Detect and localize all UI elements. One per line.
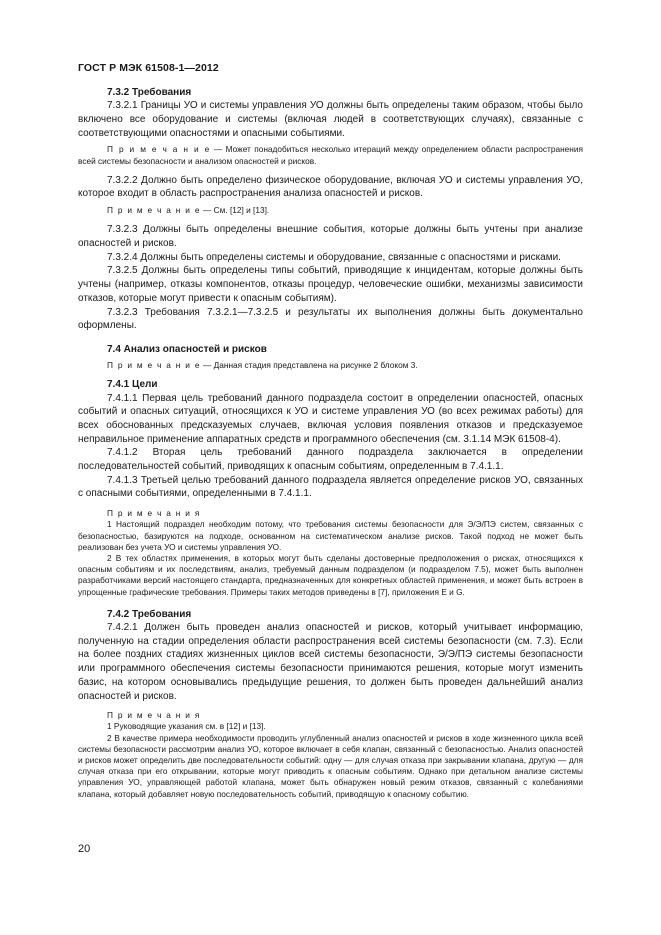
section-heading-7-4-1: 7.4.1 Цели — [107, 379, 158, 391]
standard-header: ГОСТ Р МЭК 61508-1—2012 — [78, 62, 219, 74]
note-text: — Данная стадия представлена на рисунке 2 блоком 3. — [200, 360, 418, 371]
paragraph-7-4-1-2: 7.4.1.2 Вторая цель требований данного подраздела заключается в определении последовательностей событий, приводящих к опасным событиям, определенным в 7.4.1.1. — [78, 447, 583, 473]
note-7-3-2-1 — [78, 144, 583, 166]
paragraph-7-3-2-6: 7.3.2.3 Требования 7.3.2.1—7.3.2.5 и результаты их выполнения должны быть документально оформлены. — [78, 306, 583, 332]
note-7-3-2-2 — [78, 205, 583, 216]
note-7-4-2-2: 2 В качестве примера необходимости проводить углубленный анализ опасностей и рисков в ходе жизненного цикла всей системы безопасности рассмотрим анализ УО, которое включает в себя клапан, связанный с безопасностью. Анализ опасностей и рисков может определить две последовательности событий: одну — для случая отказа при закрывании клапана, другую — для случая отказа при его открывании, которые могут приводить к опасным событиям. Однако при детальном анализе системы управления УО, управляющей работой клапана, может быть обнаружен новый режим отказов, связанный с колебаниями клапана, который добавляет новую последовательность событий, приводящую к опасному событию. — [78, 732, 583, 799]
note-text: — Может понадобиться несколько итераций между определением области распространения всей системы безопасности и анализом опасностей и рисков. — [78, 144, 583, 166]
section-heading-7-4: 7.4 Анализ опасностей и рисков — [107, 343, 267, 355]
paragraph-7-3-2-3: 7.3.2.3 Должны быть определены внешние события, которые должны быть учтены при анализе опасностей и рисков. — [78, 224, 583, 250]
paragraph-7-3-2-4: 7.3.2.4 Должны быть определены системы и оборудование, связанные с опасностями и рисками. — [107, 251, 561, 263]
note-7-4-2-1: 1 Руководящие указания см. в [12] и [13]. — [107, 721, 266, 732]
page-number: 20 — [78, 843, 91, 855]
section-heading-7-4-2: 7.4.2 Требования — [107, 608, 192, 620]
note-label: П р и м е ч а н и е — [107, 205, 201, 216]
paragraph-7-3-2-5: 7.3.2.5 Должны быть определены типы событий, приводящие к инцидентам, которые должны быть учтены (например, отказы компонентов, отказы процедур, человеческие ошибки, механизмы зависимости отказов, которые могут привести к опасным событиям). — [78, 265, 583, 304]
notes-heading: П р и м е ч а н и я — [107, 710, 201, 721]
paragraph-7-4-1-1: 7.4.1.1 Первая цель требований данного подраздела состоит в определении опасностей, опасных событий и опасных ситуаций, относящихся к УО и системе управления УО (во всех режимах работы) для всех обоснованных предсказуемых случаев, включая условия появления отказов и предсказуемое неправильное применение аппаратных средств и программного обеспечения (см. 3.1.14 МЭК 61508-4). — [78, 392, 583, 445]
page-content — [78, 86, 583, 800]
note-7-4-1-1: 1 Настоящий подраздел необходим потому, что требования системы безопасности для Э/Э/ПЭ систем, связанных с безопасностью, базируются на подходе, основанном на систематическом анализе рисков. Такой подход не может быть реализован без учета УО и системы управления УО. — [78, 519, 583, 552]
paragraph-7-3-2-1: 7.3.2.1 Границы УО и системы управления УО должны быть определены таким образом, чтобы было включено все оборудование и системы (включая людей в соответствующих случаях), связанные с соответствующими опасностями и опасными событиями. — [78, 100, 583, 139]
paragraph-7-4-1-3: 7.4.1.3 Третьей целью требований данного подраздела является определение рисков УО, связанных с опасными событиями, определенными в 7.4.1.1. — [78, 474, 583, 500]
notes-heading: П р и м е ч а н и я — [107, 508, 201, 519]
paragraph-7-3-2-2: 7.3.2.2 Должно быть определено физическое оборудование, включая УО и системы управления УО, которое входит в область распространения анализа опасностей и рисков. — [78, 174, 583, 200]
note-label: П р и м е ч а н и е — [107, 360, 201, 371]
note-label: П р и м е ч а н и е — [107, 144, 211, 155]
note-7-4 — [78, 360, 583, 371]
section-heading-7-3-2: 7.3.2 Требования — [107, 87, 192, 98]
note-7-4-1-2: 2 В тех областях применения, в которых могут быть сделаны достоверные предположения о рисках, относящихся к опасным событиям и их последствиям, анализ, требуемый данным подразделом (и подразделом 7.5), может быть выполнен разработчиками версий настоящего стандарта, предназначенных для конкретных областей применения, и может быть встроен в упрощенные графические требования. Примеры таких методов приведены в [7], приложения Е и G. — [78, 553, 583, 597]
note-text: — См. [12] и [13]. — [200, 205, 270, 216]
paragraph-7-4-2-1: 7.4.2.1 Должен быть проведен анализ опасностей и рисков, который учитывает информацию, полученную на стадии определения области распространения всей системы безопасности (см. 7.3). Если на более поздних стадиях жизненных циклов всей системы безопасности, Э/Э/ПЭ системы безопасности или программного обеспечения системы безопасности принимаются решения, которые могут изменить базис, на котором основывались предыдущие решения, то должен быть проведен дальнейший анализ опасностей и рисков. — [78, 622, 583, 702]
